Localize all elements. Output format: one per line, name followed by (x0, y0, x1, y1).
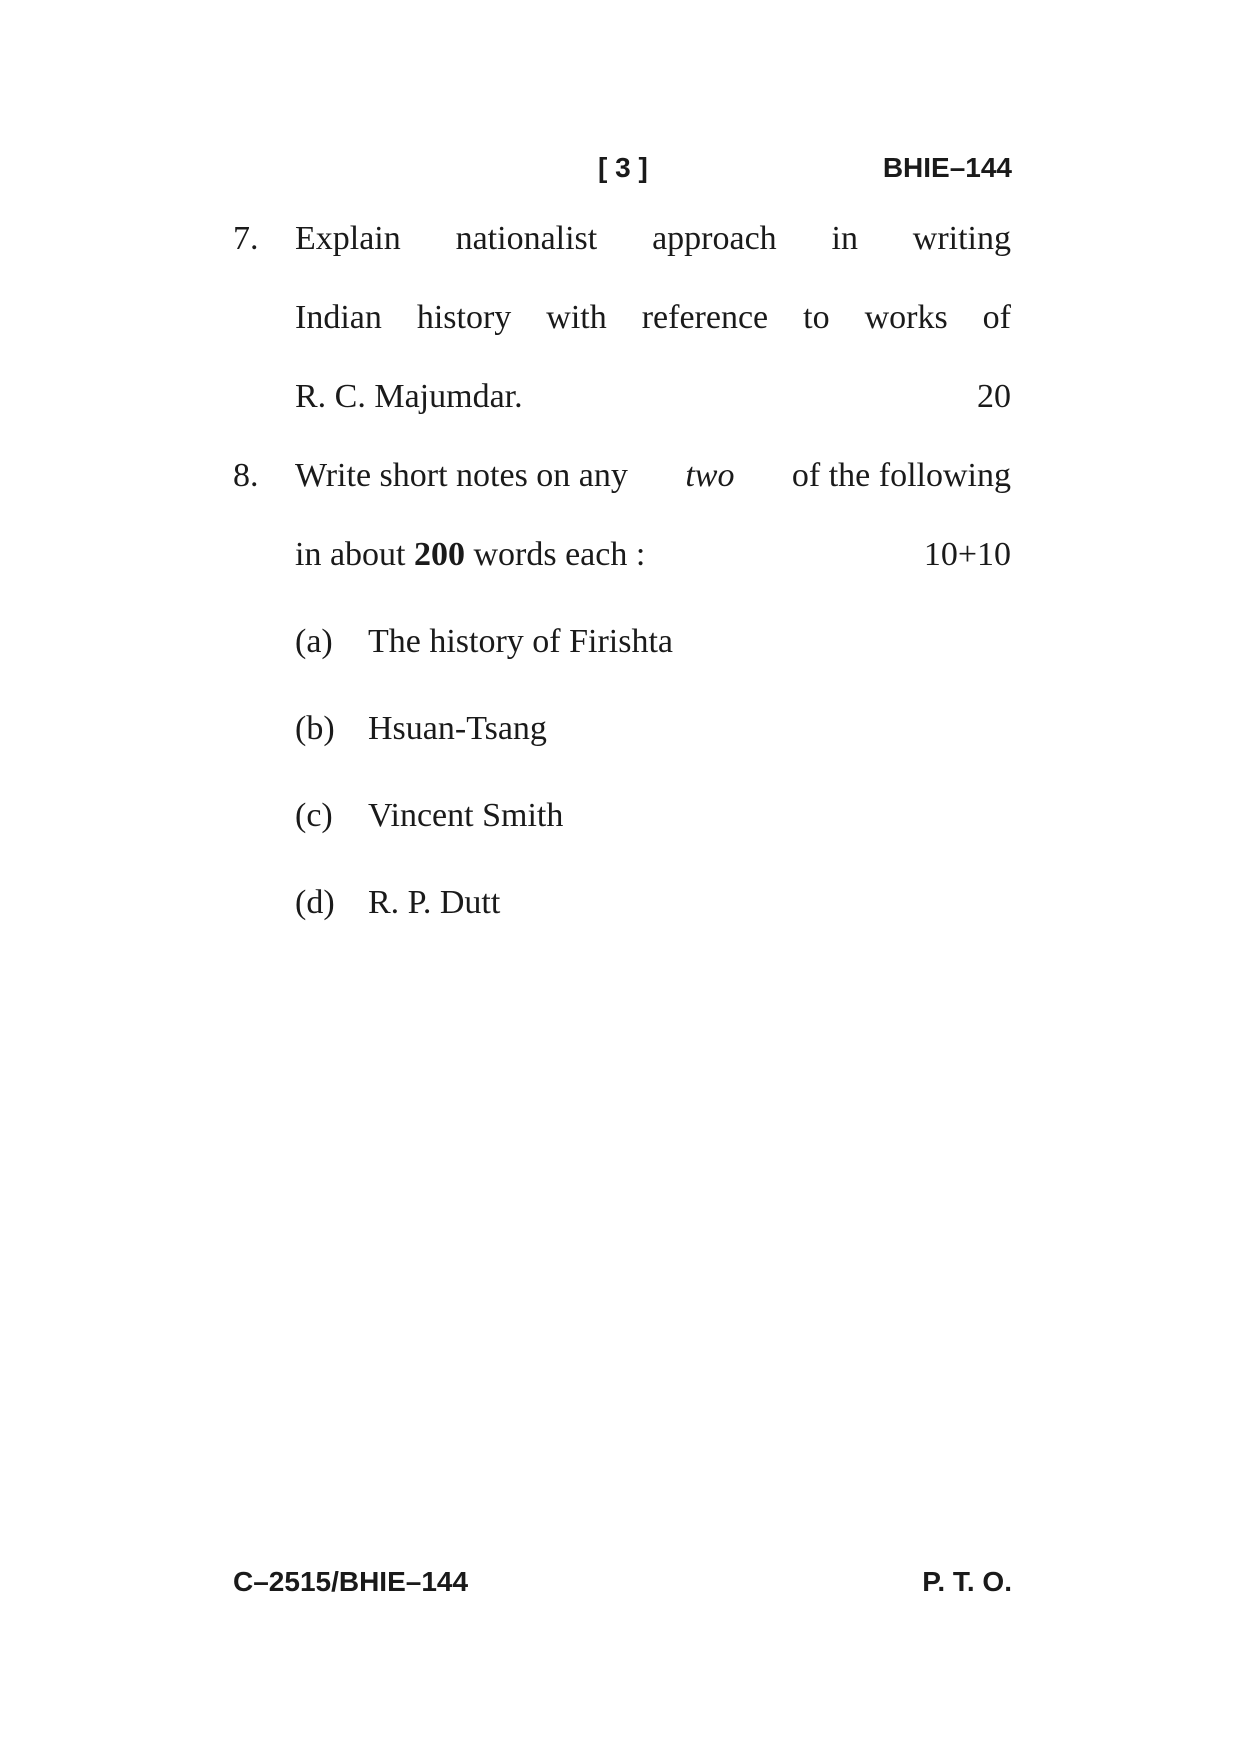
option-b-label: (b) (295, 710, 335, 747)
question-8-line-2 (295, 535, 1011, 575)
footer-code: C–2515/BHIE–144 (233, 1566, 469, 1597)
option-d (295, 883, 500, 923)
question-8-text-2: of the following (791, 457, 1011, 494)
paper-code-header: BHIE–144 (882, 152, 1012, 183)
question-8-text-3: in about (295, 536, 406, 573)
question-8-line-1 (295, 456, 1011, 496)
page-number: [ 3 ] (598, 152, 648, 183)
option-a-label: (a) (295, 623, 333, 660)
question-8-text-4: words each : (473, 536, 646, 573)
option-b (295, 709, 547, 749)
question-7-marks: 20 (977, 378, 1011, 415)
option-c-text: Vincent Smith (368, 797, 564, 834)
question-8-instruction (295, 535, 645, 575)
question-8-emphasis: two (685, 457, 735, 494)
question-7-text-end: R. C. Majumdar. (295, 378, 523, 415)
option-c-label: (c) (295, 797, 333, 834)
question-8-number: 8. (233, 457, 259, 494)
option-d-text: R. P. Dutt (368, 884, 501, 921)
footer-pto: P. T. O. (922, 1566, 1012, 1597)
question-7-line-1: Explain nationalist approach in writing (295, 220, 1011, 257)
option-c (295, 796, 563, 836)
option-a-text: The history of Firishta (368, 623, 674, 660)
question-7-line-2: Indian history with reference to works of (295, 299, 1011, 336)
question-8-word-count: 200 (413, 536, 465, 573)
option-b-text: Hsuan-Tsang (368, 710, 547, 747)
option-a (295, 622, 673, 662)
question-8-marks: 10+10 (923, 536, 1011, 573)
question-7-line-3 (295, 377, 1011, 417)
question-8-text-1: Write short notes on any (295, 457, 628, 494)
question-7-number: 7. (233, 220, 259, 257)
option-d-label: (d) (295, 884, 335, 921)
